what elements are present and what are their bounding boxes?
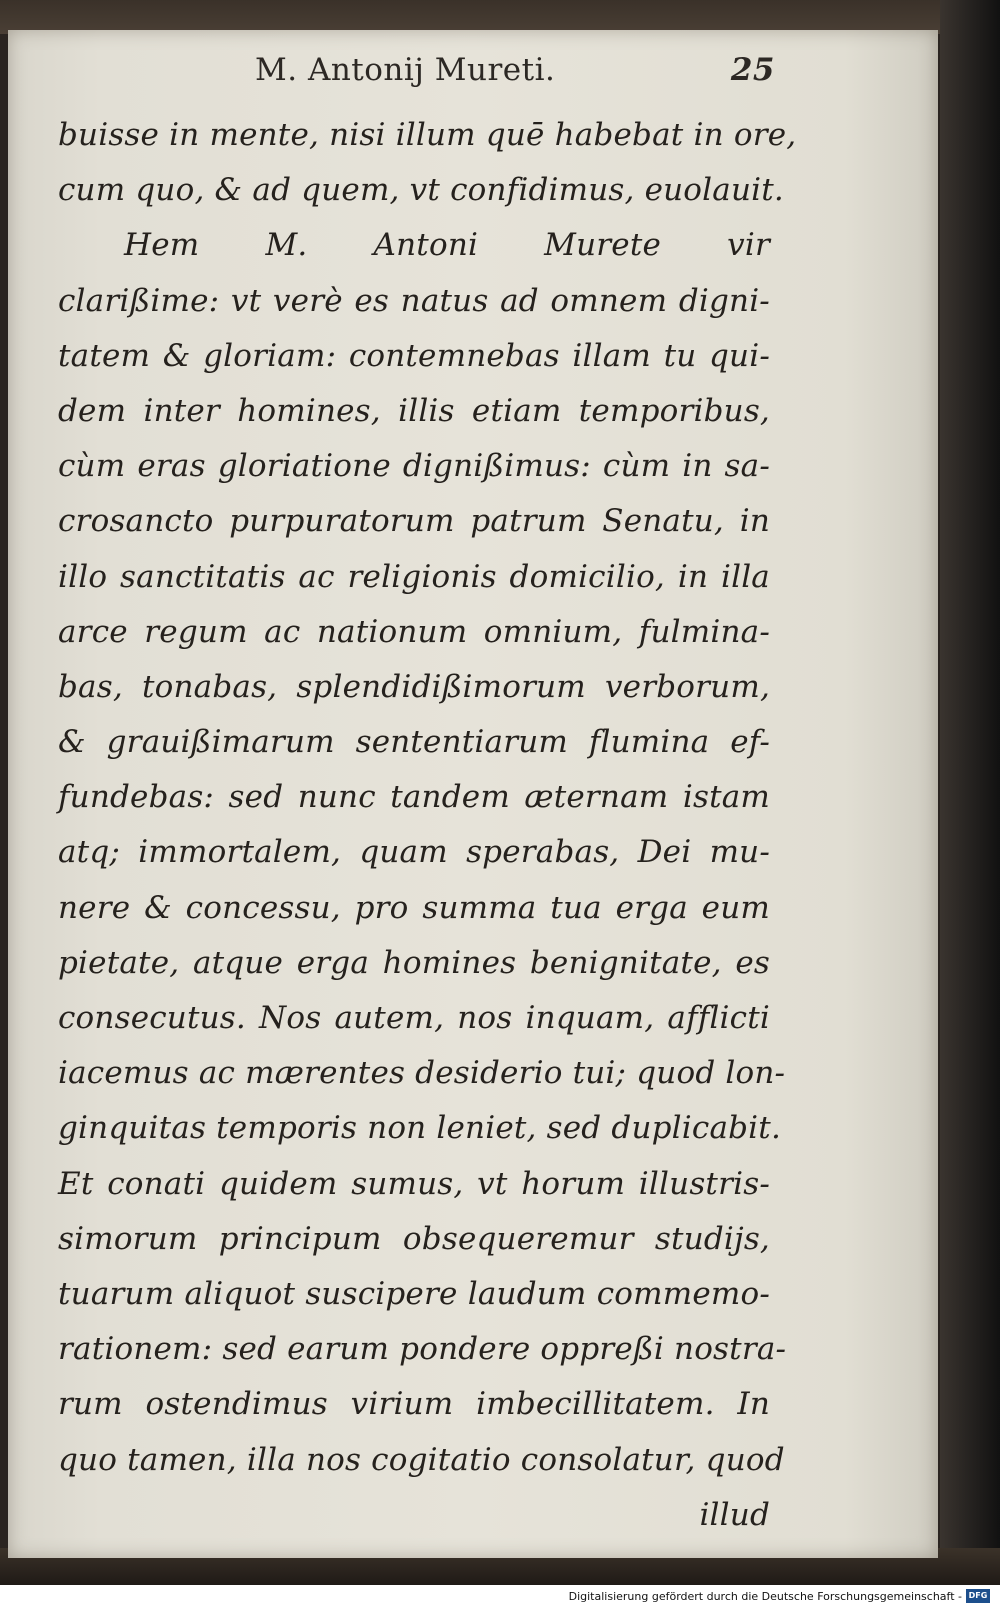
dfg-logo: DFG [966, 1589, 990, 1603]
text-block [58, 108, 797, 1543]
footer-bar [0, 1586, 1000, 1608]
text-line: Et conati quidem sumus, vt horum illustris- [58, 1165, 770, 1202]
page-number: 25 [730, 52, 775, 88]
top-edge [0, 0, 1000, 34]
running-head: M. Antonij Mureti. [255, 52, 556, 88]
text-line: consecutus. Nos autem, nos inquam, afflicti [58, 1000, 770, 1036]
text-line: pietate, atque erga homines benignitate, es [58, 944, 770, 981]
text-line: rationem: sed earum pondere oppreßi nostra- [58, 1331, 787, 1368]
right-edge [940, 0, 1000, 1585]
text-line: atq; immortalem, quam sperabas, Dei mu- [58, 834, 770, 871]
catchword: illud [699, 1496, 770, 1533]
text-line: tuarum aliquot suscipere laudum commemo- [58, 1275, 770, 1312]
text-line: cùm eras gloriatione dignißimus: cùm in sa- [58, 448, 770, 485]
text-line: arce regum ac nationum omnium, fulmina- [58, 613, 770, 650]
text-line: buisse in mente, nisi illum quē habebat in ore, [58, 117, 797, 153]
text-line: crosancto purpuratorum patrum Senatu, in [58, 503, 770, 540]
text-line: Hem M. Antoni Murete vir [124, 227, 770, 264]
text-line: ginquitas temporis non leniet, sed duplicabit. [58, 1110, 782, 1147]
text-line: simorum principum obsequeremur studijs, [58, 1220, 770, 1257]
text-line: clarißime: vt verè es natus ad omnem digni- [58, 282, 770, 319]
page-header [255, 52, 775, 102]
text-line: dem inter homines, illis etiam temporibus, [58, 392, 770, 429]
text-line: tatem & gloriam: contemnebas illam tu qui- [58, 337, 770, 374]
text-line: bas, tonabas, splendidißimorum verborum, [58, 668, 770, 705]
text-line: cum quo, & ad quem, vt confidimus, euolauit. [58, 172, 784, 209]
funding-credit: Digitalisierung gefördert durch die Deutsche Forschungsgemeinschaft - [568, 1590, 962, 1603]
text-line: illo sanctitatis ac religionis domicilio, in illa [58, 558, 770, 595]
text-line: rum ostendimus virium imbecillitatem. In [58, 1386, 770, 1423]
text-line: quo tamen, illa nos cogitatio consolatur, quod [58, 1441, 785, 1478]
text-line: & grauißimarum sententiarum flumina ef- [58, 724, 770, 761]
text-line: fundebas: sed nunc tandem æternam istam [58, 779, 770, 816]
text-line: iacemus ac mærentes desiderio tui; quod lon- [58, 1055, 786, 1092]
text-line: nere & concessu, pro summa tua erga eum [58, 889, 770, 926]
